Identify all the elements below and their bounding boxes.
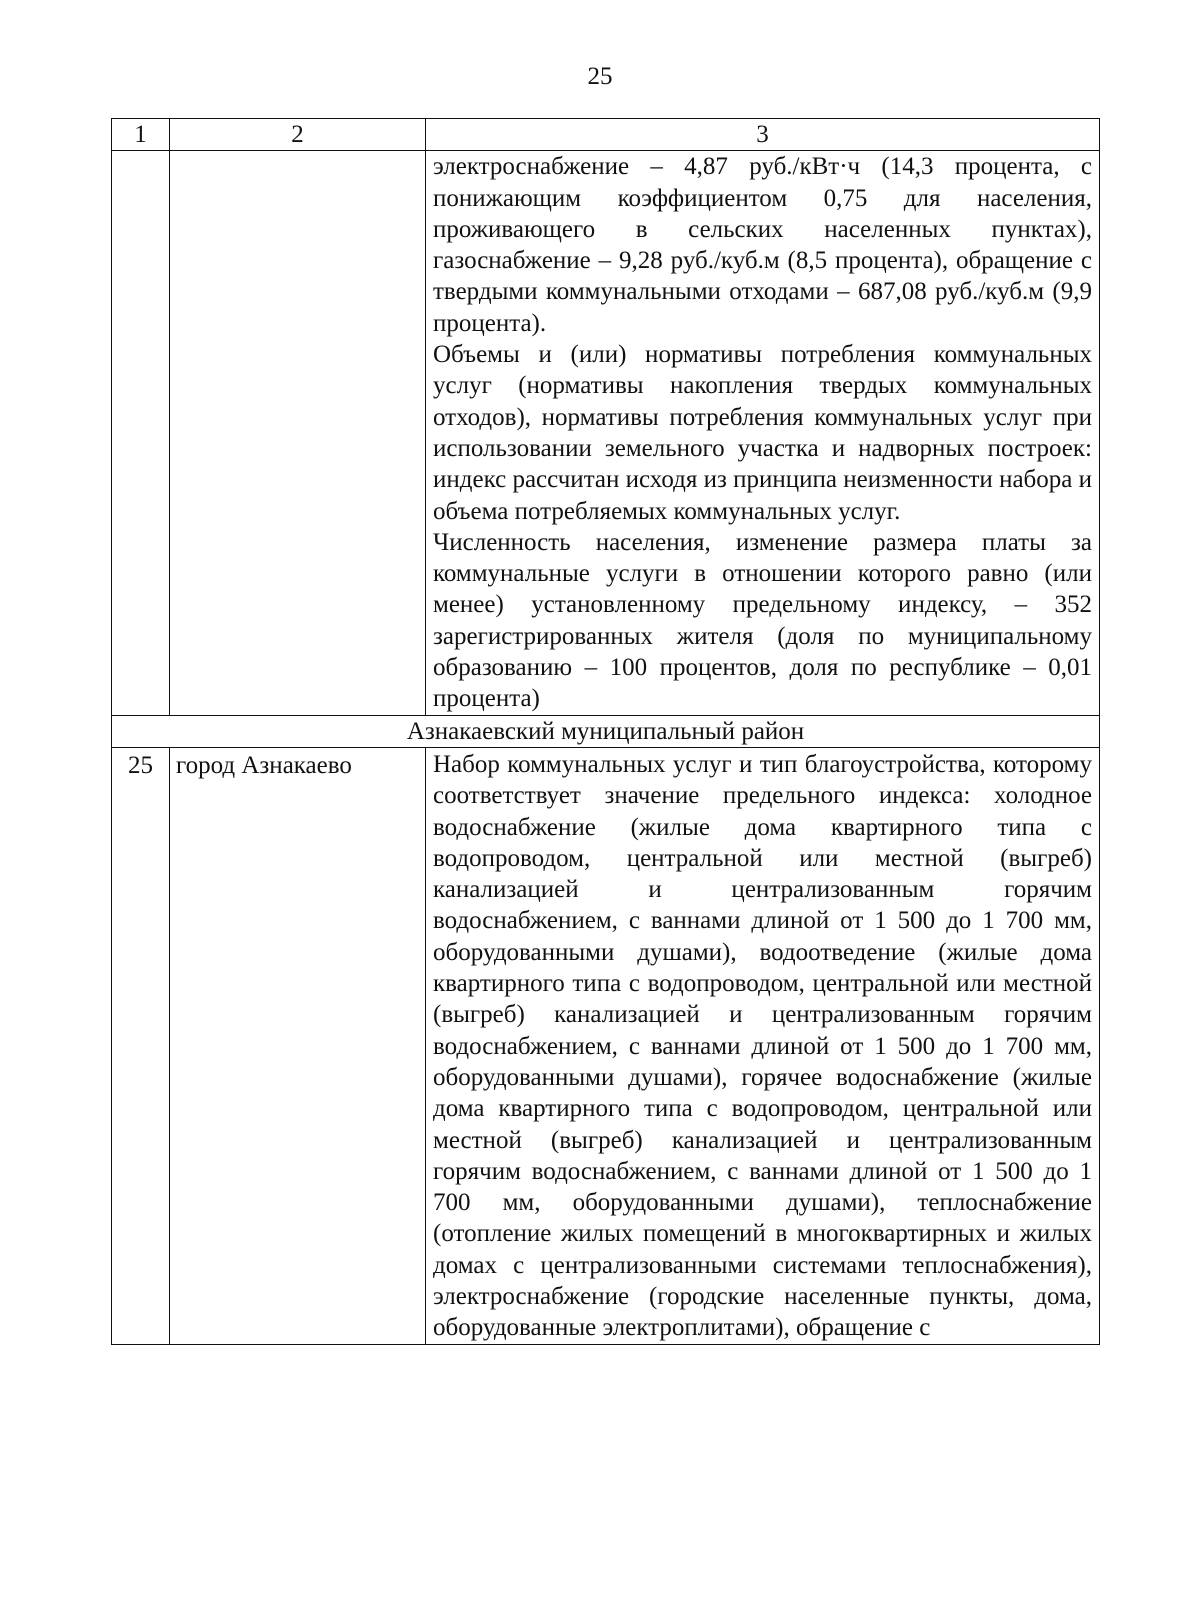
description-cell — [426, 747, 1100, 1344]
paragraph-population: Численность населения, изменение размера платы за коммунальные услуги в отношении которого равно (или менее) установленному предельному индексу, – 352 зарегистрированных жителя (доля по муниципальному образованию – 100 процентов, доля по республике – 0,01 процента) — [433, 528, 1092, 713]
municipality-name-cell: город Азнакаево — [170, 747, 426, 1344]
page-number: 25 — [587, 63, 613, 90]
header-col-3: 3 — [426, 119, 1100, 151]
row-number-cell: 25 — [112, 747, 170, 1344]
paragraph-volumes: Объемы и (или) нормативы потребления коммунальных услуг (нормативы накопления твердых коммунальных отходов), нормативы потребления коммунальных услуг при использовании земельного участка и надворных построек: индекс рассчитан исходя из принципа неизменности набора и объема потребляемых коммунальных услуг. — [433, 341, 1092, 525]
table-row-25 — [112, 747, 1100, 1344]
table-header-row — [112, 119, 1100, 151]
table-row-continuation — [112, 151, 1100, 715]
paragraph-services: Набор коммунальных услуг и тип благоустройства, которому соответствует значение предельного индекса: холодное водоснабжение (жилые дома квартирного типа с водопроводом, центральной или местной (выгреб) канализацией и централизованным горячим водоснабжением, с ваннами длиной от 1 500 до 1 700 мм, оборудованными душами), водоотведение (жилые дома квартирного типа с водопроводом, центральной или местной (выгреб) канализацией и централизованным горячим водоснабжением, с ваннами длиной от 1 500 до 1 700 мм, оборудованными душами), горячее водоснабжение (жилые дома квартирного типа с водопроводом, центральной или местной (выгреб) канализацией и централизованным горячим водоснабжением, с ваннами длиной от 1 500 до 1 700 мм, оборудованными душами), теплоснабжение (отопление жилых помещений в многоквартирных и жилых домах с централизованными системами теплоснабжения), электроснабжение (городские населенные пункты, дома, оборудованные электроплитами), обращение с — [433, 750, 1092, 1342]
municipality-name-cell — [170, 151, 426, 715]
section-title: Азнакаевский муниципальный район — [112, 715, 1100, 747]
paragraph-tariffs: электроснабжение – 4,87 руб./кВт·ч (14,3 процента, с понижающим коэффициентом 0,75 для населения, проживающего в сельских населенных пунктах), газоснабжение – 9,28 руб./куб.м (8,5 процента), обращение с твердыми коммунальными отходами – 687,08 руб./куб.м (9,9 процента). — [433, 153, 1092, 337]
row-number-cell — [112, 151, 170, 715]
data-table — [111, 118, 1100, 1345]
header-col-2: 2 — [170, 119, 426, 151]
header-col-1: 1 — [112, 119, 170, 151]
description-cell — [426, 151, 1100, 715]
section-row — [112, 715, 1100, 747]
